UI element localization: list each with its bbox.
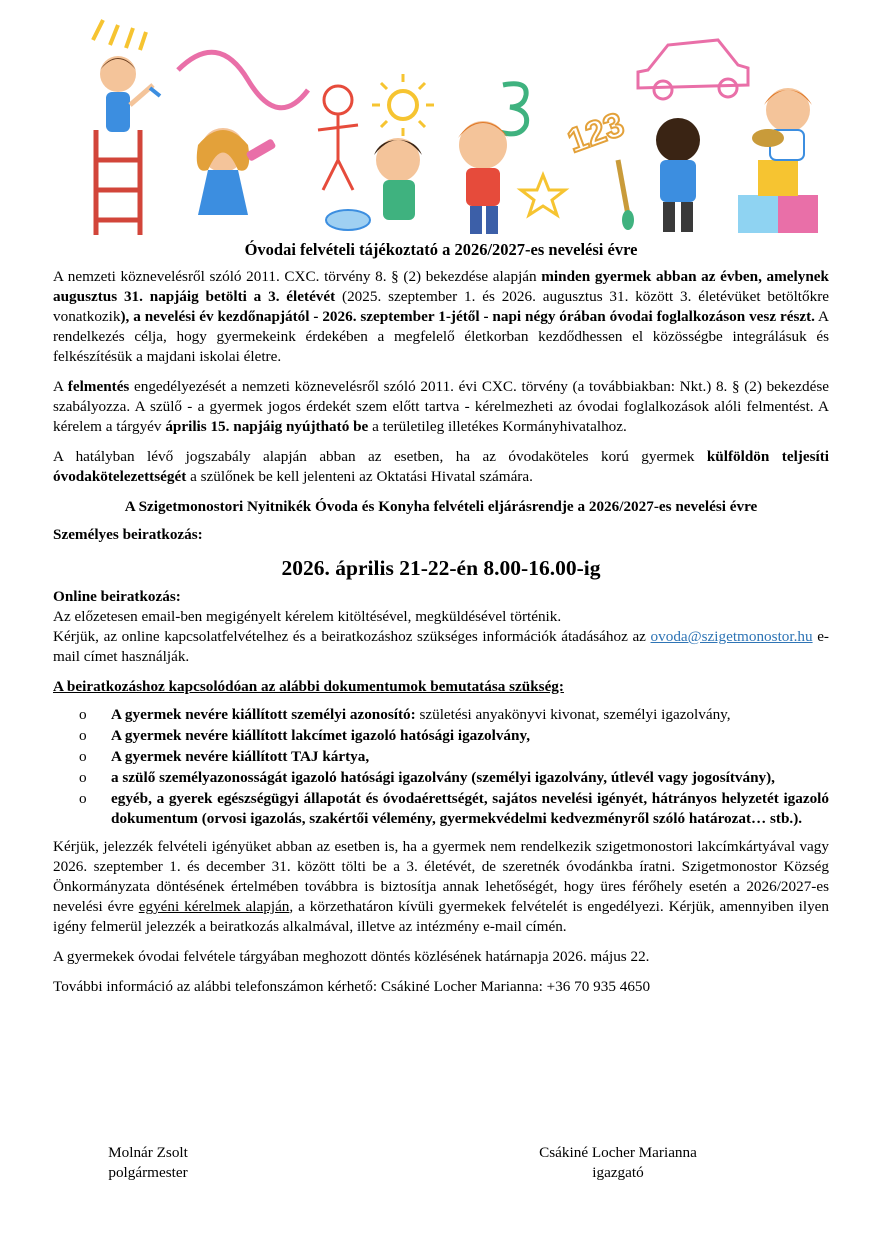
- p1-text-e: A rendelkezés célja, hogy gyermekeink érdekében a megfelelő életkorban kezdődhessen el közösségbe integrálásuk és felkészítésük a majdani iskolai életre.: [53, 308, 829, 365]
- documents-list: [53, 705, 829, 829]
- signature-right: [508, 1143, 728, 1183]
- children-drawing-illustration: [48, 10, 838, 238]
- p2-bold-d: április 15. napjáig nyújtható be: [165, 418, 369, 435]
- sun-drawing-icon: [372, 74, 434, 136]
- abroad-paragraph: [53, 447, 829, 487]
- bullet-icon: o: [79, 769, 87, 786]
- documents-heading: A beiratkozáshoz kapcsolódóan az alábbi dokumentumok bemutatása szükség:: [53, 678, 564, 695]
- p2-bold-b: felmentés: [67, 378, 130, 395]
- email-link[interactable]: ovoda@szigetmonostor.hu: [650, 628, 813, 645]
- doc-bold: A gyermek nevére kiállított lakcímet igazoló hatósági igazolvány,: [111, 727, 531, 744]
- online-line-2: [53, 627, 829, 667]
- signatures: [53, 1143, 829, 1193]
- p1-text-c: (2025. szeptember 1. és 2026. augusztus 31. között 3. életévüket betöltőkre vonatkozik: [53, 288, 829, 325]
- list-item: [79, 789, 829, 829]
- p3-text-a: A hatályban lévő jogszabály alapján abban az esetben, ha az óvodaköteles korú gyermek: [53, 448, 707, 465]
- doc-bold: A gyermek nevére kiállított TAJ kártya,: [111, 748, 370, 765]
- intro-paragraph: [53, 267, 829, 367]
- list-item: [79, 726, 829, 746]
- p1-bold-d: ), a nevelési év kezdőnapjától - 2026. szeptember 1-jétől - napi négy órában óvodai foglalkozáson vesz részt.: [120, 308, 815, 325]
- signer-name: Molnár Zsolt: [108, 1144, 188, 1161]
- personal-enrollment-label: Személyes beiratkozás:: [53, 526, 203, 543]
- doc-bold: A gyermek nevére kiállított személyi azonosító:: [111, 706, 416, 723]
- star-drawing-icon: [521, 175, 565, 215]
- signer-title: polgármester: [108, 1164, 188, 1181]
- bullet-icon: o: [79, 706, 87, 723]
- boy-from-back-icon: [656, 118, 700, 232]
- list-item: [79, 705, 829, 725]
- signer-name: Csákiné Locher Marianna: [539, 1144, 697, 1161]
- p2-text-a: A: [53, 378, 68, 395]
- online-line-1: Az előzetesen email-ben megigényelt kérelem kitöltésével, megküldésével történik.: [53, 608, 562, 625]
- p4-text-c: , a körzethatáron kívüli gyermekek felvételét is engedélyezi. Kérjük, amennyiben ilyen igény felmerül jelezzék a beiratkozás alkalmával, illetve az intézmény e-mail címén.: [53, 898, 829, 935]
- out-of-district-paragraph: [53, 837, 829, 937]
- girl-with-crayon-icon: [197, 128, 277, 215]
- p3-bold-b: külföldön teljesíti óvodakötelezettségét: [53, 448, 829, 485]
- p1-text-a: A nemzeti köznevelésről szóló 2011. CXC. törvény 8. § (2) bekezdése alapján: [53, 268, 542, 285]
- signer-title: igazgató: [592, 1164, 644, 1181]
- p4-underlined-b: egyéni kérelmek alapján: [138, 898, 290, 915]
- list-item: [79, 768, 829, 788]
- doc-normal: születési anyakönyvi kivonat, személyi igazolvány,: [415, 706, 731, 723]
- doc-bold: a szülő személyazonosságát igazoló hatósági igazolvány (személyi igazolvány, útlevél vagy jogosítvány),: [111, 769, 775, 786]
- numbers-drawing: 123: [562, 105, 629, 161]
- p4-text-a: Kérjük, jelezzék felvételi igényüket abban az esetben is, ha a gyermek nem rendelkezik szigetmonostori lakcímkártyával vagy 2026. szeptember 1. és december 31. között tölti be a 3. életévét, de szeretnék óvodánkba íratni. Szigetmonostor Község Önkormányzata döntésének értelmében továbbra is biztosítja annak lehetőségét, hogy üres férőhely esetén a 2026/2027-es nevelési évre: [53, 838, 829, 915]
- boy-painting-icon: [326, 138, 422, 230]
- child-with-palette-icon: [752, 88, 812, 160]
- stick-figure-drawing-icon: [318, 86, 358, 190]
- boy-with-brush-icon: [458, 121, 508, 234]
- contact-paragraph: További információ az alábbi telefonszámon kérhető: Csákiné Locher Marianna: +36 70 935 4650: [53, 978, 651, 995]
- bullet-icon: o: [79, 790, 87, 807]
- doc-bold: egyéb, a gyerek egészségügyi állapotát és óvodaérettségét, sajátos nevelési igényét, hátrányos helyzetét igazoló dokumentum (orvosi igazolás, szakértői vélemény, gyermekvédelmi kedvezményről szóló határozat… stb.).: [111, 790, 829, 827]
- p2-text-e: a területileg illetékes Kormányhivatalhoz.: [368, 418, 627, 435]
- online-text-b: e-mail címet használják.: [53, 628, 829, 665]
- document-content: [53, 240, 829, 1007]
- p2-text-c: engedélyezését a nemzeti köznevelésről szóló 2011. évi CXC. törvény (a továbbiakban: Nkt.) 8. § (2) bekezdése szabályozza. A szülő - a gyermek jogos érdekét szem előtt tartva - kérelmezheti az óvodai foglalkozások alóli felmentést. A kérelem a tárgyév: [53, 378, 829, 435]
- exemption-paragraph: [53, 377, 829, 437]
- page-title: Óvodai felvételi tájékoztató a 2026/2027-es nevelési évre: [244, 240, 638, 259]
- procedure-subtitle: A Szigetmonostori Nyitnikék Óvoda és Konyha felvételi eljárásrendje a 2026/2027-es nevelési évre: [124, 498, 758, 515]
- car-drawing-icon: [638, 40, 748, 99]
- child-on-ladder-icon: [100, 56, 160, 132]
- p1-bold-b: minden gyermek abban az évben, amelynek augusztus 31. napjáig betölti a 3. életévét: [53, 268, 829, 305]
- signature-left: [83, 1143, 213, 1183]
- bullet-icon: o: [79, 748, 87, 765]
- toy-blocks-icon: [738, 160, 818, 233]
- online-enrollment-label: Online beiratkozás:: [53, 588, 181, 605]
- online-text-a: Kérjük, az online kapcsolatfelvételhez és a beiratkozáshoz szükséges információk átadásához az: [53, 628, 651, 645]
- bullet-icon: o: [79, 727, 87, 744]
- p3-text-c: a szülőnek be kell jelenteni az Oktatási Hivatal számára.: [186, 468, 533, 485]
- enrollment-date: 2026. április 21-22-én 8.00-16.00-ig: [281, 556, 601, 580]
- ladder-icon: [96, 130, 140, 235]
- decision-deadline-paragraph: A gyermekek óvodai felvétele tárgyában meghozott döntés közlésének határnapja 2026. május 22.: [53, 948, 650, 965]
- list-item: [79, 747, 829, 767]
